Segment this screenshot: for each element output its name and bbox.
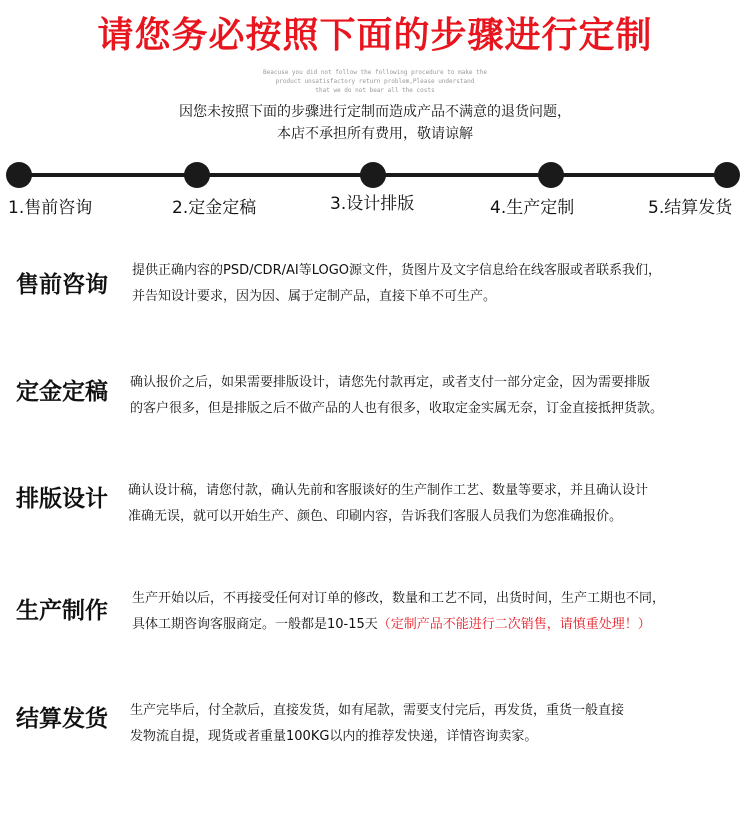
timeline-dot-step-2 [184, 162, 210, 188]
step-label-design-layout: 3.设计排版 [330, 194, 415, 214]
disclaimer-line: 因您未按照下面的步骤进行定制而造成产品不满意的退货问题， [179, 104, 571, 120]
section-body-line: 生产完毕后，付全款后，直接发货，如有尾款，需要支付完后，再发货，重货一般直接 [130, 703, 625, 718]
section-body [132, 258, 747, 310]
section-body-line: 提供正确内容的PSD/CDR/AI等LOGO源文件，货图片及文字信息给在线客服或者联系我们， [132, 263, 662, 278]
step-label-presale-consult: 1.售前咨询 [8, 198, 93, 218]
section-body [128, 478, 743, 530]
timeline-dot-step-1 [6, 162, 32, 188]
timeline-dot-step-3 [360, 162, 386, 188]
section-body-line: 准确无误，就可以开始生产、颜色、印刷内容，告诉我们客服人员我们为您准确报价。 [128, 509, 623, 524]
section-body-line [132, 612, 747, 638]
section-title: 结算发货 [16, 706, 108, 732]
section-body-line: 发物流自提，现货或者重量100KG以内的推荐发快递，详情咨询卖家。 [130, 729, 538, 744]
step-label-settle-ship: 5.结算发货 [648, 198, 733, 218]
section-title: 售前咨询 [16, 272, 108, 298]
disclaimer-notice [0, 101, 750, 145]
section-body [130, 698, 745, 750]
section-body-line: 并告知设计要求，因为因、属于定制产品，直接下单不可生产。 [132, 289, 497, 304]
section-body-line: 的客户很多，但是排版之后不做产品的人也有很多，收取定金实属无奈，订金直接抵押货款。 [130, 401, 664, 416]
timeline-dot-step-5 [714, 162, 740, 188]
english-notice [0, 68, 750, 95]
section-title: 排版设计 [16, 486, 108, 512]
section-body-line: 生产开始以后，不再接受任何对订单的修改，数量和工艺不同，出货时间，生产工期也不同， [132, 591, 666, 606]
english-notice-line: that we do not bear all the costs [315, 87, 435, 94]
step-label-production: 4.生产定制 [490, 198, 575, 218]
section-body [130, 370, 745, 422]
section-body-line: 确认设计稿，请您付款，确认先前和客服谈好的生产制作工艺、数量等要求，并且确认设计 [128, 483, 649, 498]
section-title: 定金定稿 [16, 379, 108, 405]
process-timeline [0, 160, 750, 190]
page-title: 请您务必按照下面的步骤进行定制 [97, 15, 653, 56]
section-body [132, 586, 747, 638]
section-title: 生产制作 [16, 598, 108, 624]
step-label-deposit-draft: 2.定金定稿 [172, 198, 257, 218]
section-body-line: 确认报价之后，如果需要排版设计，请您先付款再定，或者支付一部分定金，因为需要排版 [130, 375, 651, 390]
disclaimer-line: 本店不承担所有费用，敬请谅解 [277, 126, 473, 142]
timeline-dot-step-4 [538, 162, 564, 188]
english-notice-line: Beacuse you did not follow the following procedure to make the [263, 69, 487, 76]
production-timeframe-text: 具体工期咨询客服商定。一般都是10-15天 [132, 617, 378, 632]
no-resale-warning: （定制产品不能进行二次销售，请慎重处理！） [377, 617, 651, 632]
english-notice-line: product unsatisfactory return problem,Please understand [275, 78, 475, 85]
